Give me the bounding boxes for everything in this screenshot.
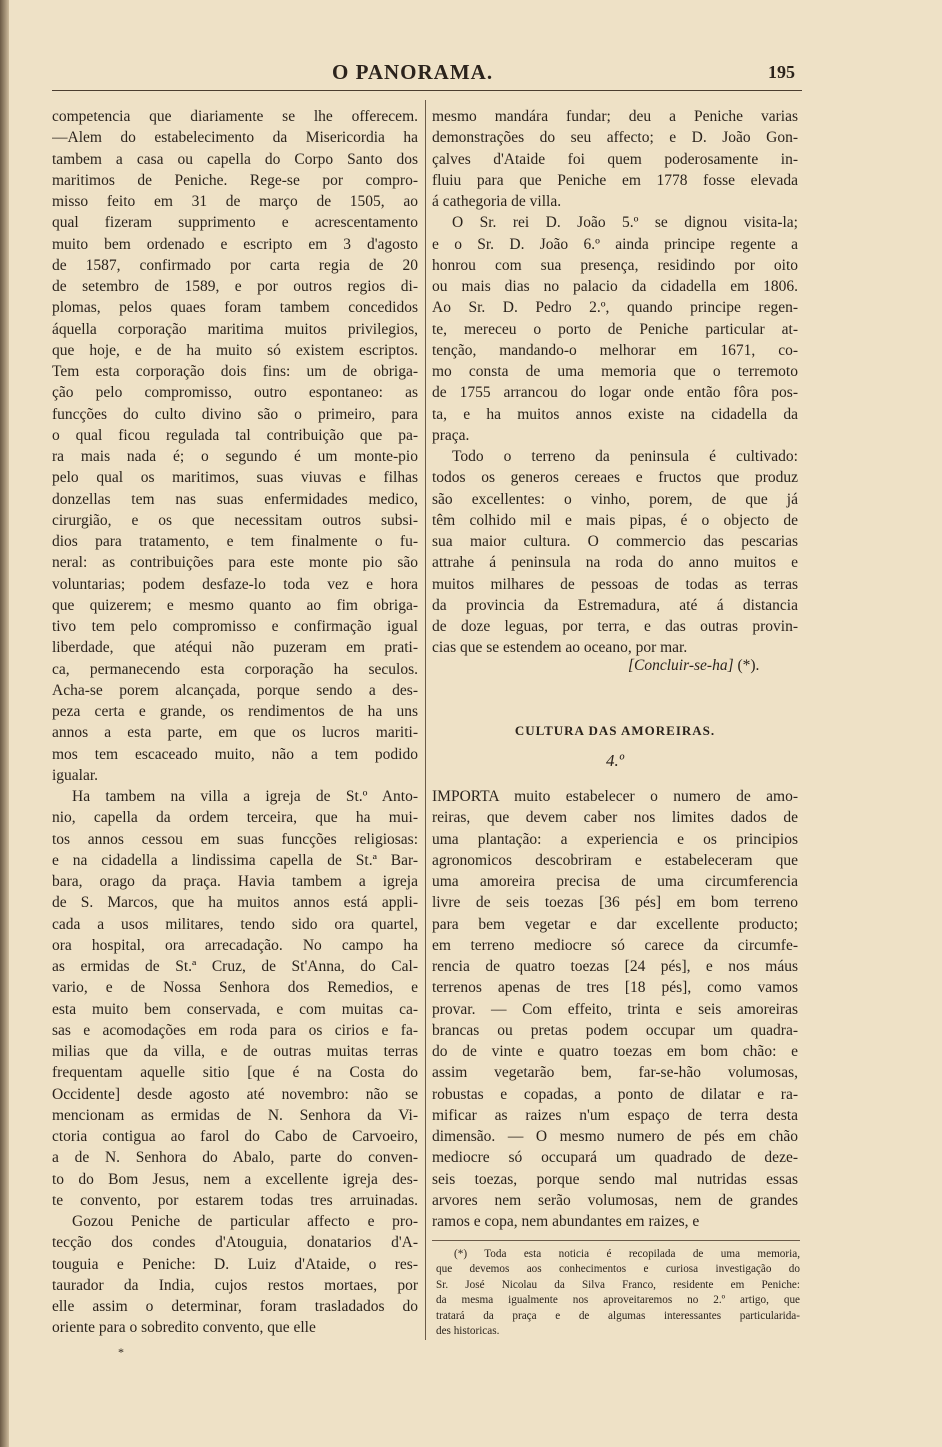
text-line: plomas, pelos quaes foram tambem concedidos	[52, 299, 418, 317]
text-line: honrou com sua presença, residindo por oito	[432, 256, 798, 274]
text-line: mencionam as ermidas de N. Senhora da Vi-	[52, 1106, 418, 1124]
text-line: Gozou Peniche de particular affecto e pro-	[72, 1213, 418, 1230]
text-line: (*) Toda esta noticia é recopilada de uma memoria,	[454, 1248, 800, 1260]
text-line: frequentam aquelle sitio [que é na Costa do	[52, 1064, 418, 1082]
text-line: Todo o terreno da peninsula é cultivado:	[452, 448, 798, 465]
text-line: o qual ficou regulada tal contribuição que pa-	[52, 426, 418, 444]
text-line: muito bem ordenado e escripto em 3 d'agosto	[52, 235, 418, 253]
text-line: igualar.	[52, 766, 99, 784]
text-line: livre de seis toezas [36 pés] em bom terreno	[432, 894, 798, 912]
text-line: ta, e ha muitos annos existe na cidadella da	[432, 405, 798, 423]
text-line: seis toezas, porque sendo mal nutridas essas	[432, 1170, 798, 1188]
text-line: praça.	[432, 426, 470, 444]
text-line: —Alem do estabelecimento da Misericordia ha	[52, 129, 418, 147]
conclude-text: [Concluir-se-ha]	[628, 657, 734, 674]
text-line: de doze leguas, por terra, e das outras provin-	[432, 618, 798, 635]
text-line: Tem esta corporação dois fins: um de obriga-	[52, 363, 418, 380]
page-number: 195	[768, 62, 795, 82]
text-line: dimensão. — O mesmo numero de pés em chão	[432, 1128, 798, 1145]
text-line: IMPORTA muito estabelecer o numero de amo-	[432, 788, 798, 805]
section-body	[432, 786, 798, 1232]
text-line: annos a esta parte, em que os lucros mariti-	[52, 724, 418, 742]
text-line: fluiu para que Peniche em 1778 fosse elevada	[432, 171, 798, 189]
text-line: têm colhido mil e mais pipas, é o objecto de	[432, 511, 798, 529]
text-line: oriente para o sobredito convento, que elle	[52, 1319, 316, 1337]
section-title: CULTURA DAS AMOREIRAS.	[514, 723, 716, 738]
text-line: tambem a casa ou capella do Corpo Santo dos	[52, 150, 418, 168]
text-line: robustas e copadas, a ponto de dilatar e ra-	[432, 1085, 798, 1103]
text-line: ção pelo compromisso, outro espontaneo: as	[52, 384, 418, 402]
text-line: Ha tambem na villa a igreja de St.º Anto-	[72, 788, 418, 805]
left-column	[52, 106, 418, 1339]
right-column	[432, 106, 798, 659]
text-line: bara, orago da praça. Havia tambem a igreja	[52, 873, 418, 890]
text-line: tivo tem pelo compromisso e confirmação igual	[52, 618, 418, 635]
text-line: peza certa e grande, os rendimentos de ha uns	[52, 703, 418, 720]
text-line: cada a usos militares, tendo sido ora quartel,	[52, 915, 418, 933]
text-line: liberdade, que atéqui não puzeram em prati-	[52, 639, 418, 657]
text-line: são excellentes: o vinho, porem, de que já	[432, 490, 798, 508]
text-line: te, mereceu o porto de Peniche particular at-	[432, 320, 798, 338]
text-line: sua maior cultura. O commercio das pescarias	[432, 533, 798, 550]
journal-title: O PANORAMA.	[332, 60, 494, 84]
text-line: ra mais nada é; o segundo é um monte-pio	[52, 448, 418, 465]
text-line: do de vinte e quatro toezas em bom chão: e	[432, 1043, 798, 1060]
to-be-continued	[628, 657, 759, 675]
text-line: e na cidadella a lindissima capella de St.ª Bar-	[52, 851, 418, 869]
text-line: Acha-se porem alcançada, porque sendo a des-	[52, 681, 418, 699]
text-line: mos tem escaceado muito, não a tem podido	[52, 745, 418, 763]
text-line: mediocre só occupará um quadrado de deze-	[432, 1149, 798, 1167]
text-line: e o Sr. D. João 6.º ainda principe regente a	[432, 235, 798, 253]
text-line: de S. Marcos, que ha muitos annos está appli-	[52, 894, 418, 912]
text-line: ou mais dias no palacio da cidadella em 1806.	[432, 278, 798, 295]
text-line: touguia e Peniche: D. Luiz d'Ataide, o res-	[52, 1255, 418, 1273]
text-line: para bem vegetar e dar excellente producto;	[432, 915, 798, 933]
text-line: esta muito bem conservada, e com muitas ca-	[52, 1000, 418, 1018]
text-line: assim vegetarão bem, far-se-hão volumosas,	[432, 1064, 798, 1082]
header-rule	[52, 90, 802, 91]
text-line: sas e acomodações em roda para os cirios e fa-	[52, 1021, 418, 1039]
text-line: elle assim o determinar, foram trasladados do	[52, 1298, 418, 1315]
text-line: pelo qual os maritimos, suas viuvas e filhas	[52, 469, 418, 487]
text-line: agronomicos descobriram e estabeleceram que	[432, 851, 798, 869]
text-line: maritimos de Peniche. Rege-se por compro-	[52, 171, 418, 189]
text-line: attrahe á peninsula na roda do anno muitos e	[432, 554, 798, 572]
text-line: Sr. José Nicolau da Silva Franco, residente em Peniche:	[436, 1278, 800, 1291]
page-edge	[0, 0, 9, 1447]
text-line: donzellas tem nas suas enfermidades medico,	[52, 490, 418, 508]
text-line: as ermidas de St.ª Cruz, de St'Anna, do Cal-	[52, 958, 418, 975]
text-line: mificar as raizes n'um espaço de terra desta	[432, 1106, 798, 1124]
text-line: mo consta de uma memoria que o terremoto	[432, 363, 798, 380]
text-line: competencia que diariamente se lhe offerecem.	[52, 108, 418, 125]
text-line: demonstrações do seu affecto; e D. João Gon-	[432, 129, 798, 147]
text-line: tecção dos condes d'Atouguia, donatarios d'A-	[52, 1234, 418, 1252]
signature-mark: *	[118, 1345, 124, 1359]
text-line: terrenos apenas de tres [18 pés], como vamos	[432, 979, 798, 997]
text-line: que devemos aos conhecimentos e curiosa investigação do	[436, 1263, 800, 1276]
text-line: cias que se estendem ao oceano, por mar.	[432, 639, 688, 657]
text-line: de 1587, confirmado por carta regia de 20	[52, 256, 418, 274]
text-line: ca, permanecendo esta corporação ha seculos.	[52, 660, 418, 678]
text-line: arvores nem serão volumosas, nem de grandes	[432, 1191, 798, 1209]
text-line: te convento, por estarem todas tres arruinadas.	[52, 1191, 418, 1209]
text-line: a de N. Senhora do Abalo, parte do conven-	[52, 1149, 418, 1167]
text-line: qual fizeram supprimento e acrescentamento	[52, 214, 418, 232]
text-line: de setembro de 1589, e por outros regios di-	[52, 278, 418, 295]
text-line: á cathegoria de villa.	[432, 193, 562, 210]
text-line: áquella corporação maritima muitos privilegios,	[52, 320, 418, 338]
footnote-mark: (*).	[733, 657, 760, 674]
text-line: ramos e copa, nem abundantes em raizes, e	[432, 1213, 700, 1230]
text-line: milias que da villa, e de outras muitas terras	[52, 1043, 418, 1060]
text-line: O Sr. rei D. João 5.º se dignou visita-la;	[452, 214, 798, 232]
text-line: muitos milhares de pessoas de todas as terras	[432, 575, 798, 593]
text-line: de 1755 arrancou do logar onde então fôra pos-	[432, 384, 798, 402]
text-line: provar. — Com effeito, trinta e seis amoreiras	[432, 1000, 798, 1018]
text-line: brancas ou pretas podem occupar um quadra-	[432, 1021, 798, 1039]
text-line: Ao Sr. D. Pedro 2.º, quando principe regen-	[432, 299, 798, 317]
text-line: tenção, mandando-o melhorar em 1671, co-	[432, 341, 798, 359]
text-line: cirurgião, e os que necessitam outros subsi-	[52, 511, 418, 529]
text-line: tratará da praça e de algumas interessantes particularida-	[436, 1309, 800, 1322]
footnote-rule	[432, 1240, 800, 1241]
text-line: des historicas.	[436, 1324, 500, 1337]
text-line: voluntarias; podem desfaze-lo toda vez e hora	[52, 575, 418, 593]
text-line: todos os generos cereaes e fructos que produz	[432, 469, 798, 487]
text-line: reiras, que devem caber nos limites dados de	[432, 809, 798, 827]
text-line: taurador da India, cujos restos mortaes, por	[52, 1276, 418, 1294]
text-line: em terreno mediocre só carece da circumfe-	[432, 936, 798, 954]
column-divider	[425, 100, 426, 1340]
text-line: nio, capella da ordem terceira, que ha mui-	[52, 809, 418, 827]
text-line: uma amoreira precisa de uma circumferencia	[432, 873, 798, 890]
text-line: uma plantação: a experiencia e os principios	[432, 830, 798, 848]
text-line: çalves d'Ataide foi quem poderosamente in-	[432, 150, 798, 168]
text-line: dios para tratamento, e tem finalmente o fu-	[52, 533, 418, 550]
text-line: tos annos cessou em suas funcções religiosas:	[52, 830, 418, 848]
footnote	[436, 1247, 800, 1339]
text-line: que hoje, e de ha muito só existem escriptos.	[52, 341, 418, 359]
text-line: da provincia da Estremadura, até á distancia	[432, 596, 798, 614]
text-line: que quizerem; e mesmo quanto ao fim obriga-	[52, 596, 418, 614]
text-line: rencia de quatro toezas [24 pés], e nos máus	[432, 958, 798, 975]
text-line: vario, e de Nossa Senhora dos Remedios, e	[52, 979, 418, 997]
text-line: da mesma igualmente nos aproveitaremos no 2.º artigo, que	[436, 1294, 800, 1307]
text-line: funcções do culto divino são o primeiro, para	[52, 405, 418, 423]
text-line: misso feito em 31 de março de 1505, ao	[52, 193, 418, 210]
text-line: ora hospital, ora arrecadação. No campo ha	[52, 936, 418, 954]
text-line: Occidente] desde agosto até novembro: não se	[52, 1085, 418, 1103]
section-number: 4.º	[605, 751, 625, 770]
text-line: ctoria contigua ao farol do Cabo de Carvoeiro,	[52, 1128, 418, 1145]
text-line: mesmo mandára fundar; deu a Peniche varias	[432, 108, 798, 125]
text-line: to do Bom Jesus, nem a excellente igreja des-	[52, 1170, 418, 1188]
text-line: neral: as contribuições para este monte pio são	[52, 554, 418, 572]
